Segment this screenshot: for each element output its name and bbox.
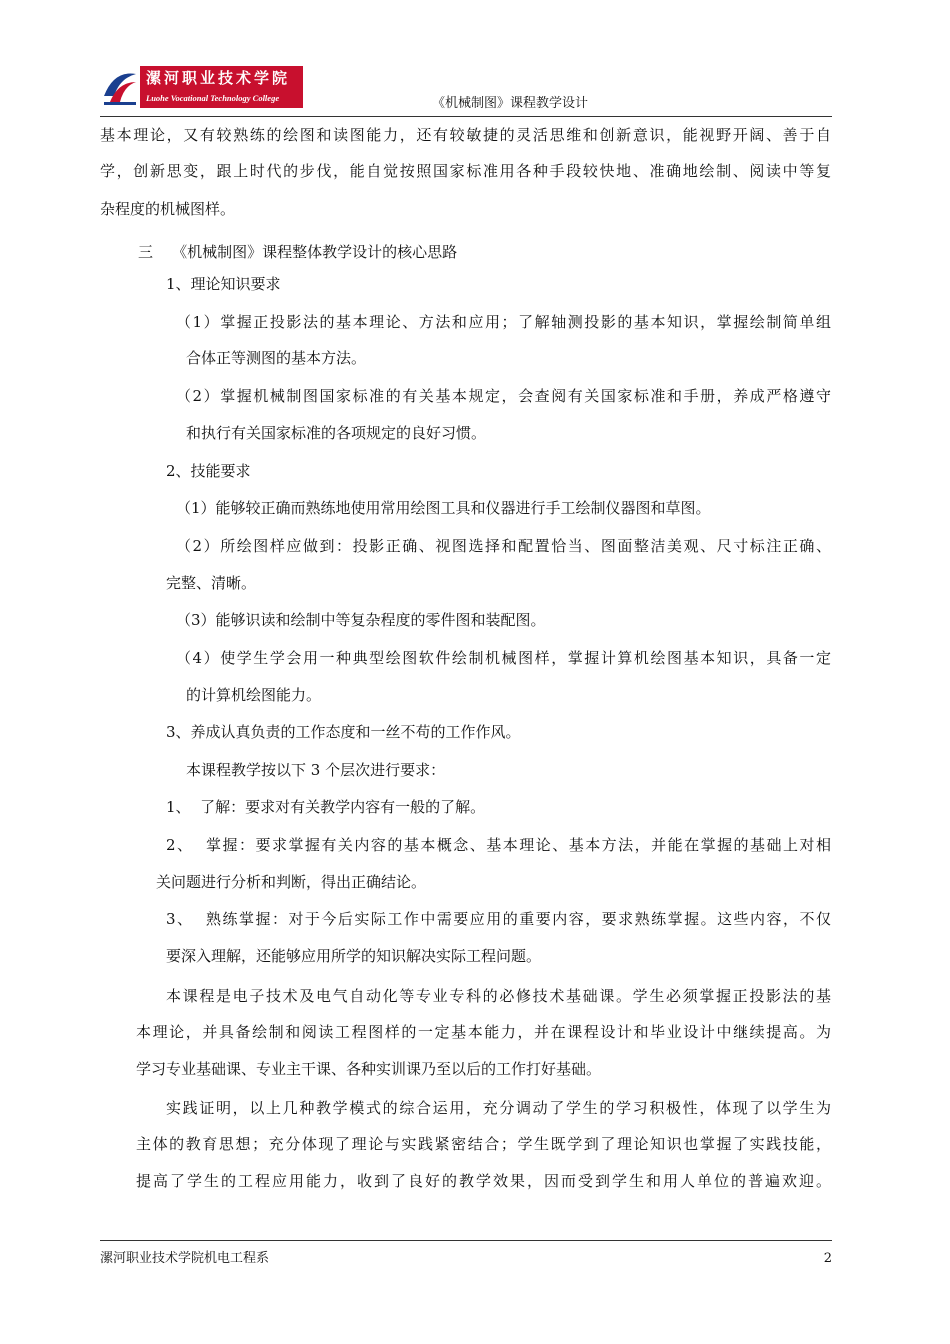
body-line: 关问题进行分析和判断，得出正确结论。 [156,873,427,891]
subheading: 1、理论知识要求 [166,275,281,293]
header-divider [100,116,832,117]
body-line: 要深入理解，还能够应用所学的知识解决实际工程问题。 [166,947,542,965]
body-line: 本理论，并具备绘制和阅读工程图样的一定基本能力，并在课程设计和毕业设计中继续提高。为 [136,1023,831,1041]
body-line: 1、 了解：要求对有关教学内容有一般的了解。 [166,798,486,816]
body-line: 杂程度的机械图样。 [100,200,236,218]
body-line: 2、 掌握：要求掌握有关内容的基本概念、基本理论、基本方法，并能在掌握的基础上对相 [166,836,831,854]
body-line: 和执行有关国家标准的各项规定的良好习惯。 [186,424,487,442]
running-header-title: 《机械制图》课程教学设计 [431,96,588,111]
body-line: 合体正等测图的基本方法。 [186,349,367,367]
footer-divider [100,1240,832,1241]
body-line: （2）所绘图样应做到：投影正确、视图选择和配置恰当、图面整洁美观、尺寸标注正确、 [176,537,831,555]
body-line: 提高了学生的工程应用能力，收到了良好的教学效果，因而受到学生和用人单位的普遍欢迎。 [136,1172,831,1190]
body-line: 完整、清晰。 [166,574,257,592]
body-line: 的计算机绘图能力。 [186,686,322,704]
body-line: （1）掌握正投影法的基本理论、方法和应用；了解轴测投影的基本知识，掌握绘制简单组 [176,313,831,331]
page-number: 2 [823,1251,832,1266]
logo-name-cn: 漯河职业技术学院 [146,69,291,87]
logo-name-en: Luohe Vocational Technology College [146,93,280,103]
body-line: 3、 熟练掌握：对于今后实际工作中需要应用的重要内容，要求熟练掌握。这些内容，不仅 [166,910,831,928]
section-heading: 三 《机械制图》课程整体教学设计的核心思路 [138,243,458,261]
body-line: （2）掌握机械制图国家标准的有关基本规定，会查阅有关国家标准和手册，养成严格遵守 [176,387,831,405]
body-line: 本课程教学按以下 3 个层次进行要求： [186,761,446,779]
body-line: 实践证明，以上几种教学模式的综合运用，充分调动了学生的学习积极性，体现了以学生为 [166,1099,831,1117]
body-line: 主体的教育思想；充分体现了理论与实践紧密结合；学生既学到了理论知识也掌握了实践技能， [136,1135,831,1153]
footer-department: 漯河职业技术学院机电工程系 [100,1251,270,1266]
subheading: 3、养成认真负责的工作态度和一丝不苟的工作作风。 [166,723,521,741]
body-line: （4）使学生学会用一种典型绘图软件绘制机械图样，掌握计算机绘图基本知识，具备一定 [176,649,831,667]
body-line: 基本理论，又有较熟练的绘图和读图能力，还有较敏捷的灵活思维和创新意识，能视野开阔、善于自 [100,126,831,144]
body-line: （3）能够识读和绘制中等复杂程度的零件图和装配图。 [176,611,546,629]
body-line: （1）能够较正确而熟练地使用常用绘图工具和仪器进行手工绘制仪器图和草图。 [176,499,711,517]
college-logo [100,66,303,108]
subheading: 2、技能要求 [166,462,251,480]
body-line: 学习专业基础课、专业主干课、各种实训课乃至以后的工作打好基础。 [136,1060,602,1078]
body-line: 学，创新思变，跟上时代的步伐，能自觉按照国家标准用各种手段较快地、准确地绘制、阅读中等复 [100,162,831,180]
logo-emblem-icon [100,66,140,108]
body-line: 本课程是电子技术及电气自动化等专业专科的必修技术基础课。学生必须掌握正投影法的基 [166,987,831,1005]
